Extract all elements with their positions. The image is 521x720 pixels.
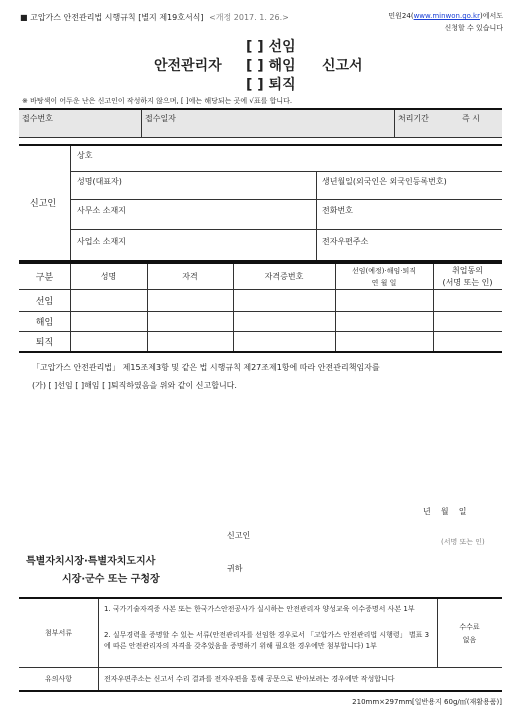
statement-line-1: 「고압가스 안전관리법」 제15조제3항 및 같은 법 시행규칙 제27조제1항에 따라 안전관리책임자를: [32, 363, 380, 372]
receipt-number-label: 접수번호: [22, 114, 53, 123]
title-option-appoint: [ ] 선임: [246, 39, 296, 55]
sign-hint: (서명 또는 인): [441, 538, 485, 546]
title-option-dismiss: [ ] 해임: [246, 58, 296, 74]
table-header: 성명: [100, 272, 117, 281]
divider: [19, 144, 502, 146]
divider: [141, 110, 142, 137]
minwon-suffix: )에서도: [479, 12, 503, 20]
divider: [316, 171, 317, 260]
divider: [19, 137, 502, 138]
table-header: 구분: [35, 273, 54, 283]
table-row-label: 퇴직: [35, 338, 54, 348]
divider: [98, 599, 99, 690]
statement-line-2: (가) [ ]선임 [ ]해임 [ ]퇴직하였음을 위와 같이 신고합니다.: [32, 381, 237, 390]
attachments-label: 첨부서류: [44, 629, 73, 637]
divider: [70, 199, 502, 200]
divider: [19, 108, 502, 110]
site-address-field[interactable]: 사업소 소재지: [77, 237, 126, 246]
receipt-date-label: 접수일자: [145, 114, 176, 123]
minwon-link[interactable]: www.minwon.go.kr: [413, 12, 480, 20]
applicant-section-label: 신고인: [30, 199, 57, 209]
divider: [19, 351, 502, 353]
birth-date-field[interactable]: 생년월일(외국인은 외국인등록번호): [322, 177, 447, 186]
email-field[interactable]: 전자우편주소: [322, 237, 369, 246]
office-address-field[interactable]: 사무소 소재지: [77, 206, 126, 215]
divider: [70, 229, 502, 230]
divider: [437, 599, 438, 667]
representative-name-field[interactable]: 성명(대표자): [77, 177, 122, 186]
divider: [19, 690, 502, 692]
title-main: 안전관리자: [154, 58, 222, 74]
fee-label: 수수료: [459, 623, 480, 631]
attachment-item-1: 1. 국가기술자격증 사본 또는 한국가스안전공사가 실시하는 안전관리자 양성교육 이수증명서 사본 1부: [104, 605, 415, 613]
apply-note: 신청할 수 있습니다: [444, 24, 503, 32]
table-row-label: 해임: [35, 318, 54, 328]
paper-spec-footer: 210mm×297mm[일반용지 60g/㎡(재활용품)]: [352, 698, 502, 706]
attachment-item-2: 2. 실무경력을 증명할 수 있는 서류(안전관리자를 선임한 경우로서 「고압가스 안전관리법 시행령」 별표 3에 따른 안전관리자의 자격을 갖추었음을 증명하기 위해 필요한 경우에만 첨부합니다) 1부: [104, 631, 430, 650]
processing-period-label: 처리기간: [398, 114, 429, 123]
sign-date: 년 월 일: [423, 507, 467, 516]
table-row-label: 선임: [35, 297, 54, 307]
fee-value: 없음: [462, 636, 477, 644]
form-reference-text: ■ 고압가스 안전관리법 시행규칙 [별지 제19호서식]: [20, 13, 204, 22]
divider: [394, 110, 395, 137]
company-name-field[interactable]: 상호: [77, 151, 93, 160]
notes-text: 전자우편주소는 신고서 수리 결과를 전자우편을 통해 공문으로 받아보려는 경우에만 작성합니다: [104, 675, 395, 683]
table-header: 취업동의 (서명 또는 인): [442, 265, 493, 287]
title-suffix: 신고서: [322, 58, 363, 74]
divider: [19, 289, 502, 290]
divider: [70, 171, 502, 172]
table-header: 선임(예정)·해임·퇴직 연 월 일: [351, 266, 416, 287]
revision-date: <개정 2017. 1. 26.>: [209, 13, 289, 22]
form-reference: [20, 12, 289, 23]
divider: [19, 311, 502, 312]
instruction-note: ※ 바탕색이 어두운 난은 신고인이 작성하지 않으며, [ ]에는 해당되는 곳에 √표를 합니다.: [22, 97, 293, 105]
phone-field[interactable]: 전화번호: [322, 206, 353, 215]
table-header: 자격증번호: [264, 272, 304, 281]
sign-applicant-label: 신고인: [227, 531, 251, 540]
table-header: 자격: [182, 272, 198, 281]
recipient-suffix: 귀하: [227, 564, 243, 573]
notes-label: 유의사항: [44, 675, 73, 683]
minwon-prefix: 민원24(: [388, 12, 414, 20]
title-option-retire: [ ] 퇴직: [246, 77, 296, 93]
divider: [70, 146, 71, 260]
receipt-row: [19, 109, 502, 137]
recipient-line-1: 특별자치시장·특별자치도지사: [26, 556, 156, 567]
divider: [19, 331, 502, 332]
processing-period-value: 즉 시: [462, 114, 480, 123]
minwon-notice: [388, 11, 503, 21]
recipient-line-2: 시장·군수 또는 구청장: [62, 574, 160, 585]
